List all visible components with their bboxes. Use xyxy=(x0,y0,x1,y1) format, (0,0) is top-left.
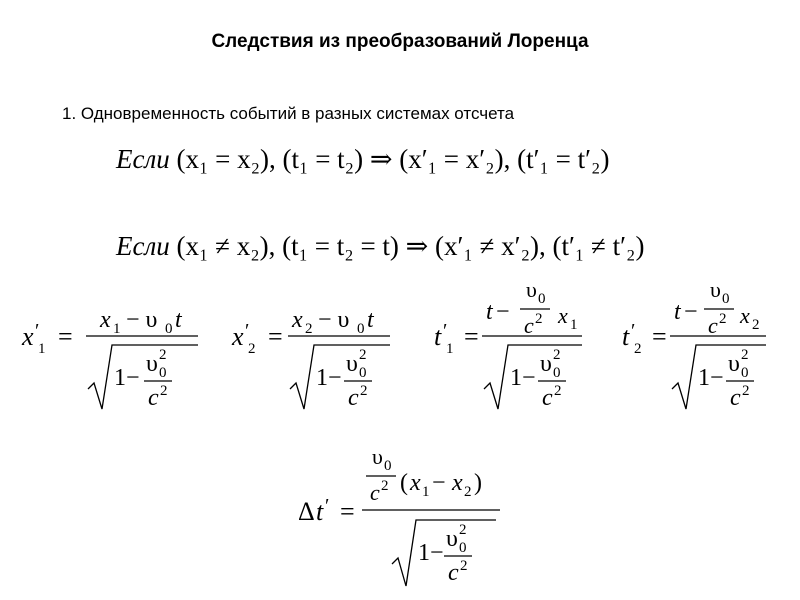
svg-text:x: x xyxy=(410,470,421,496)
slide-title: Следствия из преобразований Лоренца xyxy=(211,31,589,52)
svg-text:− υ: − υ xyxy=(126,307,158,333)
svg-text:2: 2 xyxy=(554,383,562,399)
svg-text:1: 1 xyxy=(113,321,121,337)
svg-text:1−: 1− xyxy=(316,365,342,391)
svg-text:1−: 1− xyxy=(698,365,724,391)
svg-text:υ: υ xyxy=(446,526,458,552)
svg-text:2: 2 xyxy=(359,347,367,363)
svg-text:υ: υ xyxy=(710,277,721,302)
formula-t2-prime xyxy=(620,277,780,417)
svg-text:−: − xyxy=(496,299,510,325)
formula-t1-prime xyxy=(432,277,592,417)
svg-text:=: = xyxy=(340,497,355,526)
svg-text:′: ′ xyxy=(443,320,448,342)
svg-text:x: x xyxy=(558,303,568,328)
result-t: (t′₁ = t′₂) xyxy=(517,144,610,174)
svg-text:υ: υ xyxy=(146,351,158,377)
svg-text:′: ′ xyxy=(245,320,250,342)
svg-text:υ: υ xyxy=(540,351,552,377)
implies-arrow: ⇒ xyxy=(369,144,393,174)
svg-text:0: 0 xyxy=(722,291,730,307)
svg-text:1−: 1− xyxy=(114,365,140,391)
svg-text:x: x xyxy=(232,322,244,351)
svg-text:υ: υ xyxy=(526,277,537,302)
svg-text:− υ: − υ xyxy=(318,307,350,333)
svg-text:c: c xyxy=(730,385,741,411)
svg-text:1: 1 xyxy=(38,341,46,357)
formula-x2-prime xyxy=(230,277,400,417)
svg-text:0: 0 xyxy=(538,291,546,307)
svg-text:2: 2 xyxy=(752,317,760,333)
svg-text:=: = xyxy=(58,322,73,351)
svg-text:0: 0 xyxy=(357,321,365,337)
svg-text:1−: 1− xyxy=(418,540,444,566)
result-x: (x′₁ ≠ x′₂), xyxy=(435,231,546,261)
svg-text:Δ: Δ xyxy=(298,497,315,526)
svg-text:2: 2 xyxy=(381,478,389,494)
result-t: (t′₁ ≠ t′₂) xyxy=(552,231,645,261)
condition-t: (t₁ = t₂ = t) xyxy=(282,231,399,261)
svg-text:): ) xyxy=(474,470,482,496)
svg-text:t: t xyxy=(434,322,442,351)
svg-text:υ: υ xyxy=(728,351,740,377)
svg-text:υ: υ xyxy=(372,444,383,469)
condition-x: (x₁ = x₂), xyxy=(176,144,276,174)
svg-text:2: 2 xyxy=(160,383,168,399)
svg-text:2: 2 xyxy=(719,311,727,327)
svg-text:=: = xyxy=(268,322,283,351)
svg-text:1: 1 xyxy=(422,484,430,500)
svg-text:t: t xyxy=(367,307,374,333)
svg-text:t: t xyxy=(622,322,630,351)
svg-text:x: x xyxy=(22,322,34,351)
if-word: Если xyxy=(116,231,170,261)
svg-text:2: 2 xyxy=(553,347,561,363)
svg-text:c: c xyxy=(524,313,534,338)
condition-x: (x₁ ≠ x₂), xyxy=(176,231,276,261)
svg-text:2: 2 xyxy=(742,383,750,399)
condition-t: (t₁ = t₂) xyxy=(282,144,364,174)
svg-text:t: t xyxy=(674,299,681,325)
implies-arrow: ⇒ xyxy=(405,231,429,261)
svg-text:0: 0 xyxy=(553,365,561,381)
svg-text:1−: 1− xyxy=(510,365,536,391)
if-word: Если xyxy=(116,144,170,174)
svg-text:0: 0 xyxy=(159,365,167,381)
svg-text:2: 2 xyxy=(360,383,368,399)
svg-text:′: ′ xyxy=(325,495,330,517)
svg-text:−: − xyxy=(432,470,446,496)
svg-text:1: 1 xyxy=(446,341,454,357)
svg-text:x: x xyxy=(100,307,111,333)
svg-text:2: 2 xyxy=(159,347,167,363)
svg-text:=: = xyxy=(652,322,667,351)
svg-text:c: c xyxy=(348,385,359,411)
svg-text:c: c xyxy=(542,385,553,411)
svg-text:0: 0 xyxy=(359,365,367,381)
svg-text:x: x xyxy=(740,303,750,328)
svg-text:=: = xyxy=(464,322,479,351)
svg-text:2: 2 xyxy=(459,522,467,538)
svg-text:0: 0 xyxy=(459,540,467,556)
result-x: (x′₁ = x′₂), xyxy=(399,144,511,174)
svg-text:2: 2 xyxy=(634,341,642,357)
svg-text:′: ′ xyxy=(35,320,40,342)
svg-text:t: t xyxy=(316,497,324,526)
svg-text:2: 2 xyxy=(460,558,468,574)
svg-text:2: 2 xyxy=(305,321,313,337)
svg-text:0: 0 xyxy=(741,365,749,381)
svg-text:x: x xyxy=(292,307,303,333)
svg-text:−: − xyxy=(684,299,698,325)
svg-text:′: ′ xyxy=(631,320,636,342)
svg-text:2: 2 xyxy=(248,341,256,357)
formula-x1-prime xyxy=(20,277,200,417)
svg-text:2: 2 xyxy=(741,347,749,363)
svg-text:(: ( xyxy=(400,470,408,496)
svg-text:0: 0 xyxy=(384,458,392,474)
svg-text:x: x xyxy=(452,470,463,496)
svg-text:2: 2 xyxy=(535,311,543,327)
item-heading: 1. Одновременность событий в разных системах отсчета xyxy=(62,104,515,123)
svg-text:c: c xyxy=(370,480,380,505)
svg-text:υ: υ xyxy=(346,351,358,377)
svg-text:2: 2 xyxy=(464,484,472,500)
svg-text:c: c xyxy=(148,385,159,411)
svg-text:t: t xyxy=(175,307,182,333)
formula-same-place-same-time xyxy=(116,144,609,175)
formula-delta-t-prime xyxy=(296,440,516,590)
svg-text:t: t xyxy=(486,299,493,325)
svg-text:1: 1 xyxy=(570,317,578,333)
svg-text:c: c xyxy=(708,313,718,338)
formula-different-place-same-time xyxy=(116,231,644,262)
svg-text:0: 0 xyxy=(165,321,173,337)
svg-text:c: c xyxy=(448,560,459,586)
